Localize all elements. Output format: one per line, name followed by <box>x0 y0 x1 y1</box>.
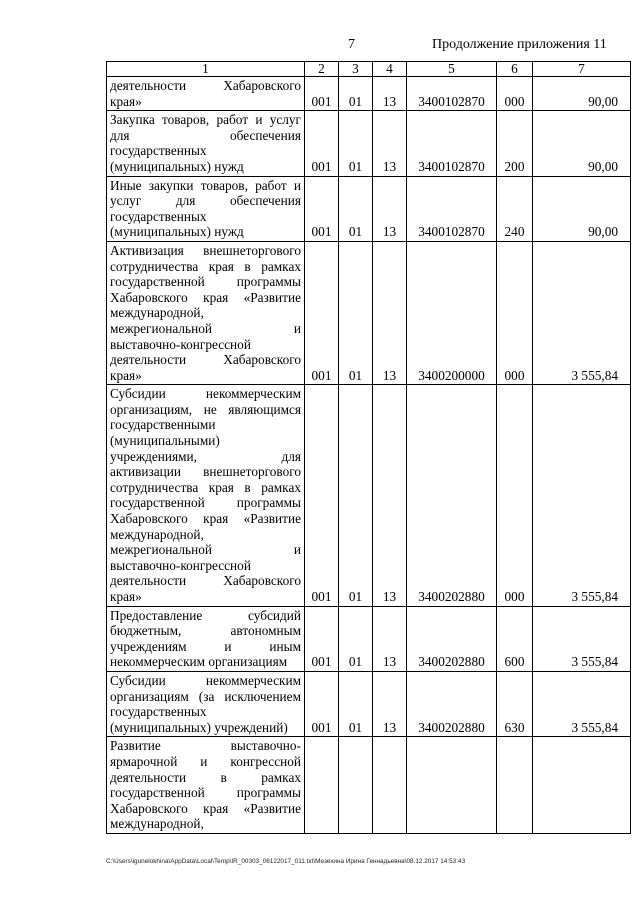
footer-file-path: C:\Users\igunelokhina\AppData\Local\Temp\IR_00303_06122017_011.txt\Мезехина Ирина Геннадьевна\08.12.2017 14:53:43 <box>106 858 466 865</box>
row-name-line: Хабаровского края «Развитие <box>110 289 301 305</box>
row-name-line: международной, <box>110 526 204 542</box>
amount-cell <box>533 737 631 834</box>
subsection-cell: 13 <box>373 111 407 176</box>
row-name-line: Хабаровского края «Развитие <box>110 511 301 527</box>
row-name-line: государственной программы <box>110 785 301 801</box>
row-name-line: Иные закупки товаров, работ и <box>110 177 301 193</box>
column-header: 7 <box>533 62 631 77</box>
section-cell: 01 <box>339 176 373 241</box>
target-article-cell: 3400200000 <box>407 241 497 384</box>
row-name-line: Закупка товаров, работ и услуг <box>110 112 301 128</box>
admin-code-cell: 001 <box>305 241 339 384</box>
row-name-line: сотрудничества края в рамках <box>110 479 301 495</box>
table-row <box>107 241 631 384</box>
row-name-line: некоммерческим организациям <box>110 654 288 670</box>
row-name-line: бюджетным, автономным <box>110 623 301 639</box>
amount-cell: 3 555,84 <box>533 671 631 736</box>
table-row <box>107 606 631 671</box>
row-name-line: ярмарочной и конгрессной <box>110 753 301 769</box>
target-article-cell: 3400102870 <box>407 77 497 111</box>
row-name-line: края» <box>110 589 142 604</box>
row-name-line: (муниципальных) нужд <box>110 158 244 174</box>
subsection-cell: 13 <box>373 77 407 111</box>
table-row <box>107 671 631 736</box>
row-name-line: государственных <box>110 208 207 224</box>
admin-code-cell: 001 <box>305 77 339 111</box>
row-name-line: межрегиональной и <box>110 542 301 558</box>
subsection-cell: 13 <box>373 606 407 671</box>
row-name-line: деятельности в рамках <box>110 769 301 785</box>
row-name-line: (муниципальными) <box>110 433 220 449</box>
row-name-line: государственных <box>110 143 207 159</box>
column-header: 4 <box>373 62 407 77</box>
amount-cell: 90,00 <box>533 176 631 241</box>
row-name-line: услуг для обеспечения <box>110 193 301 209</box>
expense-type-cell: 600 <box>497 606 533 671</box>
amount-cell: 90,00 <box>533 111 631 176</box>
admin-code-cell: 001 <box>305 385 339 606</box>
row-name-line: межрегиональной и <box>110 320 301 336</box>
row-name-line: сотрудничества края в рамках <box>110 258 301 274</box>
target-article-cell: 3400202880 <box>407 606 497 671</box>
subsection-cell <box>373 737 407 834</box>
row-name-cell <box>107 77 305 111</box>
section-cell: 01 <box>339 385 373 606</box>
expense-type-cell: 000 <box>497 385 533 606</box>
target-article-cell: 3400102870 <box>407 111 497 176</box>
row-name-line: учреждениями, для <box>110 448 301 464</box>
row-name-line: организациям (за исключением <box>110 688 301 704</box>
row-name-cell <box>107 606 305 671</box>
row-name-line: государственной программы <box>110 495 301 511</box>
column-header: 2 <box>305 62 339 77</box>
admin-code-cell: 001 <box>305 606 339 671</box>
expense-type-cell: 630 <box>497 671 533 736</box>
target-article-cell: 3400202880 <box>407 671 497 736</box>
section-cell <box>339 737 373 834</box>
row-name-line: Предоставление субсидий <box>110 607 301 623</box>
target-article-cell: 3400102870 <box>407 176 497 241</box>
row-name-line: активизации внешнеторгового <box>110 464 301 480</box>
row-name-line: выставочно-конгрессной <box>110 557 251 573</box>
subsection-cell: 13 <box>373 385 407 606</box>
expense-type-cell: 240 <box>497 176 533 241</box>
subsection-cell: 13 <box>373 176 407 241</box>
section-cell: 01 <box>339 77 373 111</box>
table-header-row <box>107 62 631 77</box>
column-header: 1 <box>107 62 305 77</box>
row-name-line: международной, <box>110 816 204 832</box>
row-name-line: края» <box>110 367 142 383</box>
table-row <box>107 111 631 176</box>
target-article-cell <box>407 737 497 834</box>
row-name-line: государственной программы <box>110 274 301 290</box>
row-name-line: выставочно-конгрессной <box>110 336 251 352</box>
row-name-line: государственными <box>110 417 216 433</box>
row-name-line: (муниципальных) нужд <box>110 224 244 240</box>
target-article-cell: 3400202880 <box>407 385 497 606</box>
expense-type-cell: 200 <box>497 111 533 176</box>
row-name-line: Развитие выставочно- <box>110 738 301 754</box>
page-number: 7 <box>348 37 355 52</box>
row-name-cell <box>107 176 305 241</box>
row-name-cell <box>107 111 305 176</box>
section-cell: 01 <box>339 241 373 384</box>
row-name-line: (муниципальных) учреждений) <box>110 719 288 735</box>
table-row <box>107 77 631 111</box>
admin-code-cell <box>305 737 339 834</box>
table-row <box>107 176 631 241</box>
row-name-cell <box>107 671 305 736</box>
amount-cell: 90,00 <box>533 77 631 111</box>
row-name-cell <box>107 737 305 834</box>
expense-type-cell: 000 <box>497 241 533 384</box>
amount-cell: 3 555,84 <box>533 241 631 384</box>
row-name-line: деятельности Хабаровского <box>110 78 301 93</box>
row-name-line: Активизация внешнеторгового <box>110 242 301 258</box>
row-name-line: учреждениям и иным <box>110 638 301 654</box>
section-cell: 01 <box>339 606 373 671</box>
row-name-cell <box>107 385 305 606</box>
subsection-cell: 13 <box>373 241 407 384</box>
row-name-line: международной, <box>110 305 204 321</box>
column-header: 5 <box>407 62 497 77</box>
table-row <box>107 737 631 834</box>
amount-cell: 3 555,84 <box>533 606 631 671</box>
row-name-line: для обеспечения <box>110 127 301 143</box>
section-cell: 01 <box>339 671 373 736</box>
budget-table <box>106 61 631 834</box>
admin-code-cell: 001 <box>305 111 339 176</box>
row-name-line: Субсидии некоммерческим <box>110 386 301 402</box>
table-row <box>107 385 631 606</box>
subsection-cell: 13 <box>373 671 407 736</box>
expense-type-cell <box>497 737 533 834</box>
admin-code-cell: 001 <box>305 176 339 241</box>
amount-cell: 3 555,84 <box>533 385 631 606</box>
row-name-cell <box>107 241 305 384</box>
admin-code-cell: 001 <box>305 671 339 736</box>
column-header: 3 <box>339 62 373 77</box>
row-name-line: деятельности Хабаровского <box>110 573 301 589</box>
row-name-line: Хабаровского края «Развитие <box>110 800 301 816</box>
section-cell: 01 <box>339 111 373 176</box>
row-name-line: организациям, не являющимся <box>110 401 301 417</box>
row-name-line: деятельности Хабаровского <box>110 352 301 368</box>
expense-type-cell: 000 <box>497 77 533 111</box>
row-name-line: Субсидии некоммерческим <box>110 672 301 688</box>
appendix-continuation: Продолжение приложения 11 <box>432 37 607 52</box>
row-name-line: края» <box>110 93 142 109</box>
column-header: 6 <box>497 62 533 77</box>
row-name-line: государственных <box>110 704 207 720</box>
